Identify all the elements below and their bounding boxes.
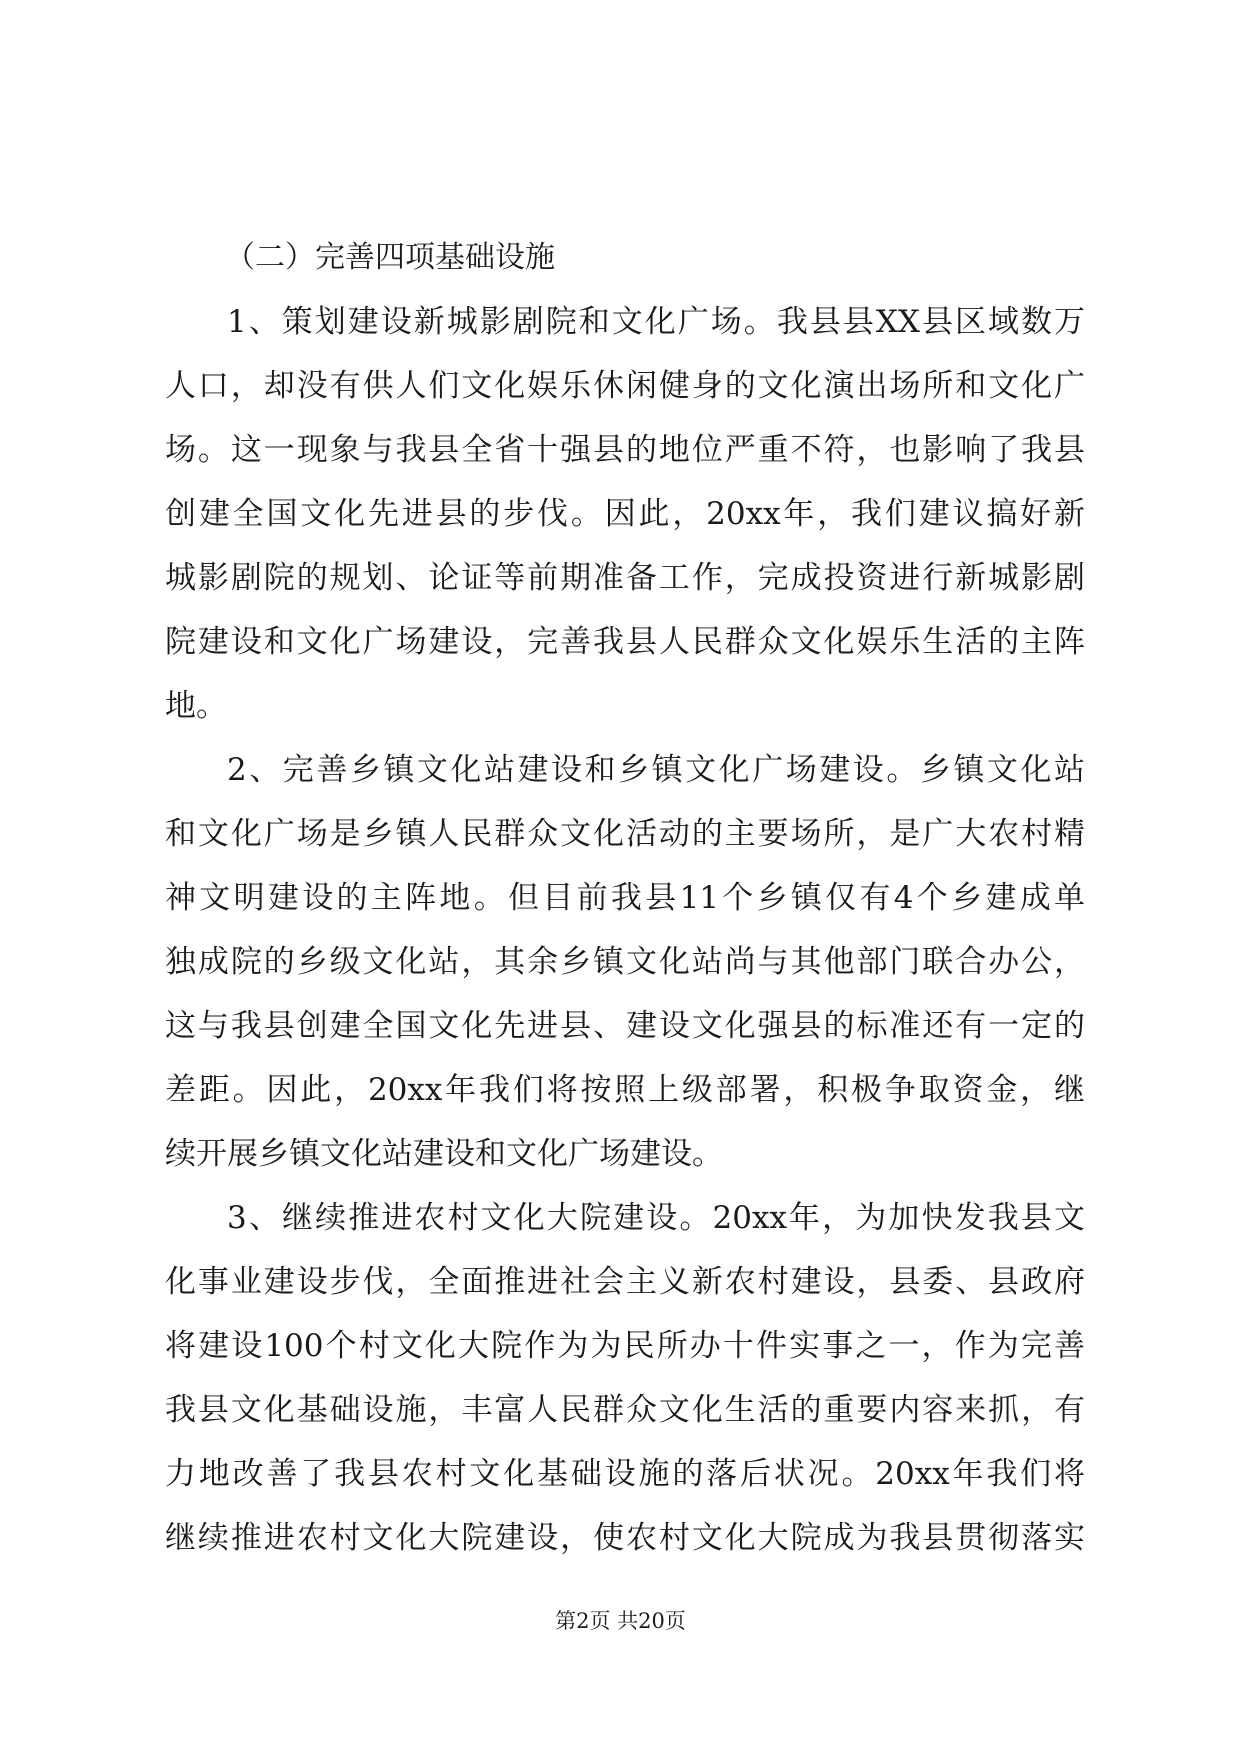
- paragraph-line: 化事业建设步伐，全面推进社会主义新农村建设，县委、县政府: [165, 1264, 1085, 1300]
- paragraph-3: [165, 1186, 1085, 1570]
- paragraph-line: 2、完善乡镇文化站建设和乡镇文化广场建设。乡镇文化站: [227, 752, 1085, 788]
- paragraph-line: 1、策划建设新城影剧院和文化广场。我县县XX县区域数万: [227, 304, 1085, 340]
- paragraph-line: 场。这一现象与我县全省十强县的地位严重不符，也影响了我县: [165, 432, 1085, 468]
- paragraph-line: 独成院的乡级文化站，其余乡镇文化站尚与其他部门联合办公，: [165, 944, 1085, 980]
- paragraph-line: 差距。因此，20xx年我们将按照上级部署，积极争取资金，继: [165, 1072, 1085, 1108]
- page-number-footer: 第2页 共20页: [555, 1609, 686, 1633]
- paragraph-line: 地。: [165, 688, 227, 724]
- section-heading: （二）完善四项基础设施: [225, 240, 555, 275]
- paragraph-line: 将建设100个村文化大院作为为民所办十件实事之一，作为完善: [165, 1328, 1085, 1364]
- paragraph-line: 续开展乡镇文化站建设和文化广场建设。: [165, 1136, 723, 1172]
- paragraph-1: [165, 290, 1085, 738]
- document-body: [165, 226, 1085, 1570]
- paragraph-line: 和文化广场是乡镇人民群众文化活动的主要场所，是广大农村精: [165, 816, 1085, 852]
- paragraph-line: 3、继续推进农村文化大院建设。20xx年，为加快发我县文: [227, 1200, 1085, 1236]
- paragraph-line: 这与我县创建全国文化先进县、建设文化强县的标准还有一定的: [165, 1008, 1085, 1044]
- paragraph-line: 神文明建设的主阵地。但目前我县11个乡镇仅有4个乡建成单: [165, 880, 1085, 916]
- paragraph-line: 城影剧院的规划、论证等前期准备工作，完成投资进行新城影剧: [165, 560, 1085, 596]
- paragraph-line: 继续推进农村文化大院建设，使农村文化大院成为我县贯彻落实: [165, 1520, 1085, 1556]
- paragraph-line: 我县文化基础设施，丰富人民群众文化生活的重要内容来抓，有: [165, 1392, 1085, 1428]
- paragraph-line: 创建全国文化先进县的步伐。因此，20xx年，我们建议搞好新: [165, 496, 1085, 532]
- paragraph-line: 力地改善了我县农村文化基础设施的落后状况。20xx年我们将: [165, 1456, 1085, 1492]
- paragraph-line: 人口，却没有供人们文化娱乐休闲健身的文化演出场所和文化广: [165, 368, 1085, 404]
- paragraph-2: [165, 738, 1085, 1186]
- paragraph-line: 院建设和文化广场建设，完善我县人民群众文化娱乐生活的主阵: [165, 624, 1085, 660]
